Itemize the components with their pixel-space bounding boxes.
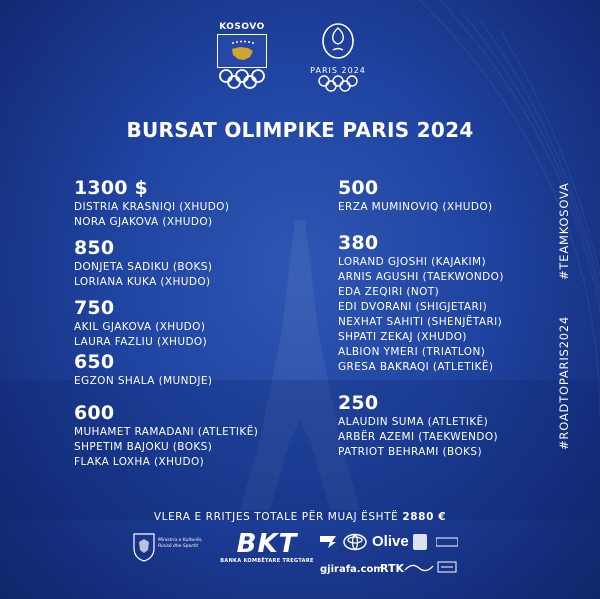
athlete-name: FLAKA LOXHA (XHUDO) <box>74 456 205 468</box>
amount: 250 <box>338 392 379 414</box>
scholarship-group <box>74 296 314 350</box>
kosovo-flag-icon <box>217 34 267 68</box>
scholarship-group <box>338 391 578 460</box>
athlete-name: MUHAMET RAMADANI (ATLETIKË) <box>74 426 259 438</box>
amount: 850 <box>74 237 115 259</box>
athlete-name: LAURA FAZLIU (XHUDO) <box>74 336 208 348</box>
header-logos <box>0 22 600 102</box>
athlete-name: ALBION YMERI (TRIATLON) <box>338 346 486 358</box>
olympic-rings-icon-2 <box>316 75 360 93</box>
petrol-logo-icon <box>436 536 458 548</box>
total-line <box>0 511 600 523</box>
right-column <box>338 176 578 466</box>
scholarship-group <box>74 350 314 389</box>
total-value: 2880 € <box>402 511 447 523</box>
amount: 500 <box>338 177 379 199</box>
athlete-name: SHPATI ZEKAJ (XHUDO) <box>338 331 467 343</box>
scholarship-group <box>74 236 314 290</box>
athlete-name: LORAND GJOSHI (KAJAKIM) <box>338 256 486 268</box>
athlete-name: ALAUDIN SUMA (ATLETIKË) <box>338 416 489 428</box>
ministry-text: Ministria e Kulturës, Rinisë dhe Sportit <box>158 538 203 549</box>
amount: 650 <box>74 351 115 373</box>
athlete-name: AKIL GJAKOVA (XHUDO) <box>74 321 206 333</box>
ministry-emblem-icon <box>132 532 156 562</box>
amount: 750 <box>74 297 115 319</box>
sponsor-bar <box>0 528 600 599</box>
total-label: VLERA E RRITJES TOTALE PËR MUAJ ËSHTË <box>153 511 399 523</box>
athlete-name: GRESA BAKRAQI (ATLETIKË) <box>338 361 494 373</box>
page-title: BURSAT OLIMPIKE PARIS 2024 <box>126 118 474 142</box>
kosovo-olympic-logo <box>217 22 267 97</box>
athlete-name: NORA GJAKOVA (XHUDO) <box>74 216 213 228</box>
amount: 600 <box>74 402 115 424</box>
kosovo-label: KOSOVO <box>219 22 265 32</box>
paris-label: PARIS 2024 <box>310 66 366 75</box>
paris-2024-logo <box>308 22 368 97</box>
athlete-name: SHPETIM BAJOKU (BOKS) <box>74 441 213 453</box>
athlete-name: ERZA MUMINOVIQ (XHUDO) <box>338 201 493 213</box>
sponsor-mark-icon <box>437 560 457 574</box>
amount: 380 <box>338 232 379 254</box>
athlete-name: DONJETA SADIKU (BOKS) <box>74 261 213 273</box>
athlete-name: ARNIS AGUSHI (TAEKWONDO) <box>338 271 504 283</box>
left-column <box>74 176 314 476</box>
sponsor-badge-icon <box>412 533 428 551</box>
paris-flame-icon <box>321 22 355 60</box>
olive-logo: Olive <box>372 533 409 550</box>
athlete-name: EDA ZEQIRI (NOT) <box>338 286 440 298</box>
athlete-name: NEXHAT SAHITI (SHENJËTARI) <box>338 316 503 328</box>
athlete-name: LORIANA KUKA (XHUDO) <box>74 276 211 288</box>
bkt-wordmark: BKT <box>236 529 298 559</box>
amount: 1300 $ <box>74 177 148 199</box>
bkt-logo <box>212 530 322 564</box>
olympic-rings-icon <box>217 68 267 90</box>
scholarship-group <box>338 176 578 215</box>
athlete-name: DISTRIA KRASNIQI (XHUDO) <box>74 201 230 213</box>
athlete-name: ARBËR AZEMI (TAEKWENDO) <box>338 431 498 443</box>
rtk-logo: RTK <box>380 562 405 575</box>
athlete-name: EGZON SHALA (MUNDJE) <box>74 375 213 387</box>
sponsor-logo-icon <box>318 534 338 550</box>
sponsor-wave-logo-icon <box>404 560 434 574</box>
hashtag-roadtoparis: #ROADTOPARIS2024 <box>557 315 571 450</box>
athlete-name: PATRIOT BEHRAMI (BOKS) <box>338 446 482 458</box>
gjirafa-logo: gjirafa.com <box>320 564 384 575</box>
toyota-logo-icon <box>343 533 367 551</box>
scholarship-group <box>338 231 578 375</box>
athlete-name: EDI DVORANI (SHIGJETARI) <box>338 301 488 313</box>
bkt-fullname: BANKA KOMBËTARE TREGTARE <box>220 558 314 564</box>
hashtag-teamkosova: #TEAMKOSOVA <box>557 182 571 280</box>
scholarship-group <box>74 176 314 230</box>
scholarship-group <box>74 401 314 470</box>
